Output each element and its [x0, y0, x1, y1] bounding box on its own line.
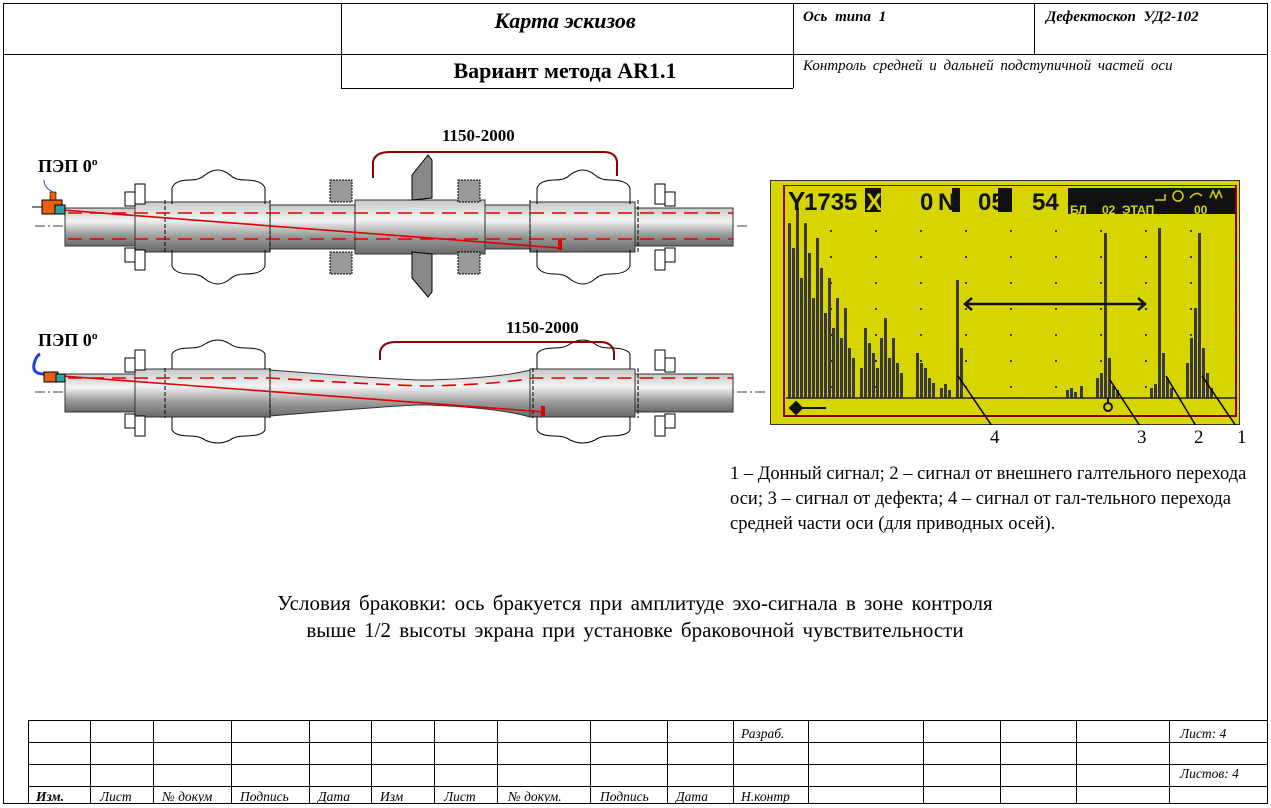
signal-bar	[1066, 390, 1069, 398]
grid-dot	[1055, 230, 1057, 232]
screen-stage-value: 00	[1194, 203, 1208, 217]
signal-bar	[812, 298, 815, 398]
grid-dot	[1235, 308, 1237, 310]
grid-dot	[1055, 386, 1057, 388]
signal-bar	[1158, 228, 1161, 398]
grid-dot	[1055, 360, 1057, 362]
grid-dot	[1100, 256, 1102, 258]
signal-bar	[1190, 338, 1193, 398]
signal-bar	[824, 313, 827, 398]
signal-bar	[896, 363, 899, 398]
signal-bar	[924, 368, 927, 398]
grid-dot	[1010, 256, 1012, 258]
signal-bar	[820, 268, 823, 398]
signal-bar	[960, 348, 963, 398]
signal-bar	[920, 363, 923, 398]
grid-dot	[1055, 256, 1057, 258]
callout-2: 2	[1194, 427, 1204, 448]
signal-bar	[1154, 384, 1157, 398]
signal-bar	[876, 368, 879, 398]
grid-dot	[1100, 282, 1102, 284]
tb-col-6: Лист	[444, 789, 476, 804]
method-variant-title: Вариант метода AR1.1	[453, 58, 677, 83]
signal-bar	[932, 383, 935, 398]
grid-dot	[875, 360, 877, 362]
sheet-label: Лист: 4	[1180, 726, 1227, 741]
signal-bar	[1104, 233, 1107, 398]
grid-dot	[965, 308, 967, 310]
grid-dot	[1190, 282, 1192, 284]
developer-label: Разраб.	[741, 726, 785, 741]
grid-dot	[1100, 334, 1102, 336]
signal-bar	[1150, 388, 1153, 398]
grid-dot	[920, 360, 922, 362]
signal-bar	[1194, 308, 1197, 398]
signal-bar	[948, 390, 951, 398]
grid-dot	[875, 308, 877, 310]
signal-bar	[1074, 392, 1077, 398]
tb-col-0: Изм.	[36, 789, 65, 804]
grid-dot	[1235, 386, 1237, 388]
signal-bar	[816, 238, 819, 398]
flaw-detector-label: Дефектоскоп УД2-102	[1046, 9, 1199, 25]
grid-dot	[920, 230, 922, 232]
signal-bar	[1100, 373, 1103, 398]
signal-bar	[900, 373, 903, 398]
signal-bar	[1096, 378, 1099, 398]
control-zone-bracket	[380, 342, 614, 360]
grid-dot	[1235, 230, 1237, 232]
signal-bar	[864, 328, 867, 398]
axis-type-label: Ось типа 1	[803, 9, 887, 25]
grid-dot	[830, 256, 832, 258]
grid-dot	[875, 282, 877, 284]
screen-y-label: Y	[788, 186, 806, 216]
signal-bar	[800, 278, 803, 398]
signal-bar	[928, 378, 931, 398]
screen-gain-value: 54	[1032, 189, 1059, 216]
tb-col-4: Дата	[318, 789, 351, 804]
tb-col-2: № докум	[162, 789, 213, 804]
signal-bar	[1198, 233, 1201, 398]
probe-icon	[34, 354, 65, 382]
axle-drawing-bottom	[0, 330, 770, 445]
screen-x-label: X	[866, 189, 883, 216]
grid-dot	[1145, 308, 1147, 310]
grid-dot	[1010, 308, 1012, 310]
signal-bar	[892, 338, 895, 398]
signal-bar	[940, 388, 943, 398]
signal-bar	[1170, 388, 1173, 398]
signal-bar	[1070, 388, 1073, 398]
grid-dot	[1145, 230, 1147, 232]
signal-bar	[884, 318, 887, 398]
range-label-top: 1150-2000	[442, 126, 515, 145]
signal-bar	[840, 338, 843, 398]
signal-bar	[788, 223, 791, 398]
signal-bar	[844, 308, 847, 398]
grid-dot	[965, 256, 967, 258]
tb-col-9: Дата	[676, 789, 709, 804]
signal-bar	[804, 223, 807, 398]
signal-bar	[872, 353, 875, 398]
signal-bar	[792, 248, 795, 398]
signal-bar	[916, 353, 919, 398]
grid-dot	[1010, 282, 1012, 284]
sheets-label: Листов: 4	[1180, 766, 1239, 781]
grid-dot	[1145, 282, 1147, 284]
signal-bar	[1108, 358, 1111, 398]
signal-bar	[808, 253, 811, 398]
grid-dot	[1055, 282, 1057, 284]
signal-bar	[944, 384, 947, 398]
grid-dot	[1010, 230, 1012, 232]
grid-dot	[920, 256, 922, 258]
grid-dot	[1055, 308, 1057, 310]
signal-bar	[860, 368, 863, 398]
rejection-condition-line-1: Условия браковки: ось бракуется при амплитуде эхо-сигнала в зоне контроля	[277, 591, 993, 615]
probe-label-bottom: ПЭП 0º	[38, 330, 98, 350]
signal-bar	[796, 208, 799, 398]
grid-dot	[875, 230, 877, 232]
grid-dot	[1100, 360, 1102, 362]
grid-dot	[965, 360, 967, 362]
grid-dot	[920, 308, 922, 310]
tb-col-5: Изм	[380, 789, 404, 804]
grid-dot	[920, 334, 922, 336]
grid-dot	[920, 282, 922, 284]
signal-bar	[836, 298, 839, 398]
grid-dot	[1010, 360, 1012, 362]
grid-dot	[1055, 334, 1057, 336]
screen-y-value: 1735	[804, 189, 858, 216]
callout-1: 1	[1237, 427, 1247, 448]
tb-col-3: Подпись	[240, 789, 289, 804]
grid-dot	[1145, 386, 1147, 388]
screen-stage-label: ЭТАП	[1122, 203, 1155, 217]
tb-col-8: Подпись	[600, 789, 649, 804]
signal-bar	[1202, 348, 1205, 398]
grid-dot	[1235, 360, 1237, 362]
callout-3: 3	[1137, 427, 1147, 448]
signal-bar	[848, 348, 851, 398]
signal-bar	[880, 338, 883, 398]
probe-icon	[32, 180, 65, 214]
grid-dot	[1010, 334, 1012, 336]
grid-dot	[1145, 256, 1147, 258]
rejection-condition	[140, 590, 1130, 644]
screen-bl-value: 02	[1102, 203, 1116, 217]
grid-dot	[1190, 256, 1192, 258]
control-zone-bracket	[373, 152, 617, 178]
grid-dot	[1010, 386, 1012, 388]
grid-dot	[1190, 334, 1192, 336]
probe-label-top: ПЭП 0º	[38, 156, 98, 176]
signal-bar	[1186, 363, 1189, 398]
callout-4: 4	[990, 427, 1000, 448]
grid-dot	[1190, 230, 1192, 232]
rejection-condition-line-2: выше 1/2 высоты экрана при установке браковочной чувствительности	[306, 618, 964, 642]
signal-bar	[832, 328, 835, 398]
screen-n-label: N	[938, 189, 956, 216]
grid-dot	[1145, 360, 1147, 362]
signal-bar	[956, 280, 959, 398]
flaw-detector-screen	[770, 180, 1240, 425]
control-zone-label: Контроль средней и дальней подступичной частей оси	[803, 58, 1173, 74]
grid-dot	[1145, 334, 1147, 336]
signal-bar	[852, 358, 855, 398]
grid-dot	[875, 334, 877, 336]
screen-bl-label: БЛ	[1070, 203, 1087, 217]
grid-dot	[1235, 256, 1237, 258]
grid-dot	[1190, 308, 1192, 310]
screen-x-value: 0	[920, 189, 934, 216]
axle-drawing-top	[0, 100, 760, 300]
grid-dot	[875, 256, 877, 258]
signal-bar	[888, 358, 891, 398]
sketch-map-title: Карта эскизов	[494, 8, 636, 33]
grid-dot	[1235, 282, 1237, 284]
signal-bar	[828, 278, 831, 398]
signal-bar	[1162, 353, 1165, 398]
grid-dot	[1235, 334, 1237, 336]
tb-col-1: Лист	[100, 789, 132, 804]
grid-dot	[1100, 308, 1102, 310]
grid-dot	[965, 282, 967, 284]
range-label-bottom: 1150-2000	[506, 318, 579, 337]
grid-dot	[1100, 230, 1102, 232]
grid-dot	[965, 334, 967, 336]
screen-n-value: 05	[978, 189, 1005, 216]
tb-col-7: № докум.	[508, 789, 562, 804]
signal-legend: 1 – Донный сигнал; 2 – сигнал от внешнего галтельного перехода оси; 3 – сигнал от дефекта; 4 – сигнал от гал-тельного перехода средней части оси (для приводных осей).	[730, 464, 1247, 534]
signal-bar	[1080, 386, 1083, 398]
grid-dot	[830, 230, 832, 232]
tb-col-10: Н.контр	[741, 789, 790, 804]
grid-dot	[965, 230, 967, 232]
signal-bar	[868, 343, 871, 398]
